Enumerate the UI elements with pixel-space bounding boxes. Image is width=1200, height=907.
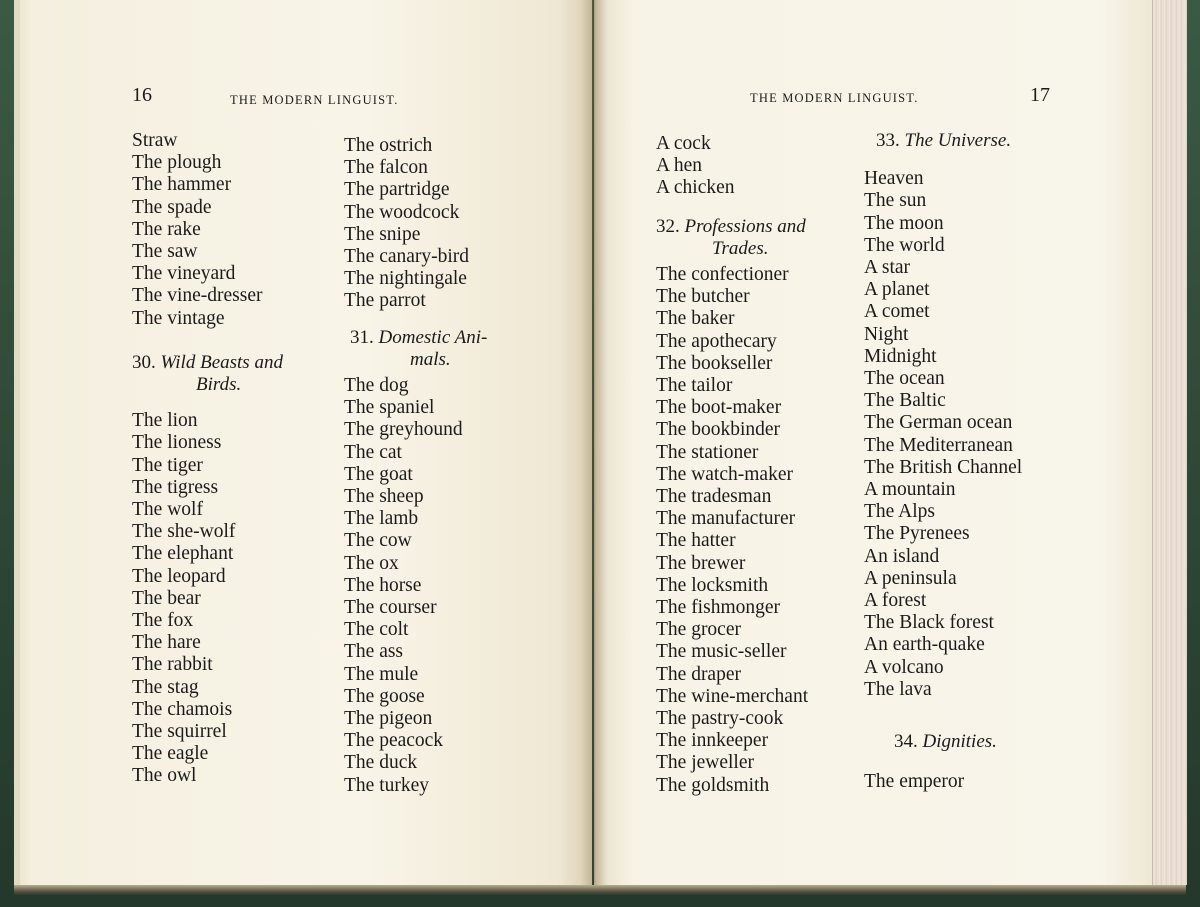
book-bottom-edge <box>14 885 1186 895</box>
vocab-entry: The sheep <box>344 486 424 508</box>
vocab-entry: The locksmith <box>656 574 769 596</box>
vocab-entry: The wine-merchant <box>656 685 809 707</box>
right-column-1 <box>656 133 808 797</box>
word-list <box>656 133 808 200</box>
vocab-entry: Heaven <box>864 168 924 190</box>
vocab-entry: The wolf <box>132 499 203 521</box>
vocab-entry: The fox <box>132 610 194 632</box>
vocab-entry: The tradesman <box>656 486 772 508</box>
vocab-entry: The pastry-cook <box>656 708 784 730</box>
vocab-entry: The pigeon <box>344 708 433 730</box>
vocab-entry: The rake <box>132 218 201 240</box>
vocab-entry: A planet <box>864 279 930 301</box>
vocab-entry: The vine-dresser <box>132 285 263 307</box>
vocab-entry: The confectioner <box>656 264 789 286</box>
vocab-entry: The tigress <box>132 476 219 498</box>
vocab-entry: The rabbit <box>132 654 213 676</box>
vocab-entry: The grocer <box>656 619 741 641</box>
word-list <box>344 135 487 313</box>
vocab-entry: The spaniel <box>344 397 435 419</box>
vocab-entry: The Baltic <box>864 390 946 412</box>
vocab-entry: The ostrich <box>344 135 433 156</box>
page-number: 17 <box>1030 84 1050 106</box>
vocab-entry: The tailor <box>656 375 733 397</box>
vocab-entry: The draper <box>656 663 741 685</box>
vocab-entry: The moon <box>864 212 944 234</box>
vocab-entry: The ass <box>344 641 404 663</box>
vocab-entry: A hen <box>656 155 703 177</box>
word-list <box>132 410 283 787</box>
vocab-entry: The innkeeper <box>656 730 769 752</box>
vocab-entry: The bookseller <box>656 352 773 374</box>
vocab-entry: The dog <box>344 375 409 397</box>
vocab-entry: The hare <box>132 632 201 654</box>
word-list <box>132 130 283 330</box>
vocab-entry: The chamois <box>132 698 233 720</box>
vocab-entry: A cock <box>656 133 711 154</box>
vocab-entry: An earth-quake <box>864 634 985 656</box>
vocab-entry: A star <box>864 257 911 279</box>
section-heading-cont: mals. <box>410 348 451 370</box>
vocab-entry: The mule <box>344 663 419 685</box>
page-number: 16 <box>132 84 152 106</box>
running-header: THE MODERN LINGUIST. <box>230 93 399 107</box>
vocab-entry: The courser <box>344 597 437 619</box>
vocab-entry: The apothecary <box>656 330 777 352</box>
book-gutter <box>580 0 608 885</box>
vocab-entry: The ox <box>344 552 399 574</box>
section-heading: 31. Domestic Ani- <box>350 326 488 348</box>
vocab-entry: The lava <box>864 678 932 700</box>
vocab-entry: The falcon <box>344 157 428 179</box>
vocab-entry: The British Channel <box>864 456 1023 478</box>
vocab-entry: The hammer <box>132 174 232 196</box>
vocab-entry: The Mediterranean <box>864 434 1013 456</box>
word-list <box>344 375 487 797</box>
vocab-entry: The manufacturer <box>656 508 796 530</box>
vocab-entry: The saw <box>132 241 198 263</box>
vocab-entry: The bear <box>132 587 201 609</box>
vocab-entry: The goldsmith <box>656 774 770 796</box>
section-heading-cont: Birds. <box>196 374 242 396</box>
vocab-entry: The owl <box>132 765 197 787</box>
running-header: THE MODERN LINGUIST. <box>750 91 919 105</box>
vocab-entry: The tiger <box>132 454 203 476</box>
vocab-entry: A mountain <box>864 479 956 501</box>
vocab-entry: The squirrel <box>132 721 227 743</box>
section-heading-cont: Trades. <box>712 237 769 259</box>
vocab-entry: The canary-bird <box>344 246 470 268</box>
page-edges <box>1152 0 1187 885</box>
vocab-entry: The elephant <box>132 543 234 565</box>
vocab-entry: A forest <box>864 590 927 612</box>
vocab-entry: The partridge <box>344 179 450 201</box>
vocab-entry: The colt <box>344 619 409 641</box>
vocab-entry: The lion <box>132 410 198 432</box>
word-list <box>864 771 1022 793</box>
section-heading: 30. Wild Beasts and <box>132 351 283 373</box>
vocab-entry: The cat <box>344 441 402 463</box>
right-page <box>594 0 1154 885</box>
vocab-entry: The vintage <box>132 307 225 329</box>
section-heading: 34. Dignities. <box>894 731 997 753</box>
vocab-entry: Midnight <box>864 345 937 367</box>
word-list <box>656 264 808 797</box>
vocab-entry: The duck <box>344 752 418 774</box>
vocab-entry: The parrot <box>344 290 426 312</box>
vocab-entry: A comet <box>864 301 930 323</box>
left-column-2 <box>344 135 487 797</box>
vocab-entry: The stag <box>132 676 199 698</box>
vocab-entry: The goat <box>344 463 413 485</box>
vocab-entry: An island <box>864 545 940 567</box>
vocab-entry: The fishmonger <box>656 597 781 619</box>
vocab-entry: The goose <box>344 685 425 707</box>
vocab-entry: The plough <box>132 152 222 174</box>
vocab-entry: The emperor <box>864 771 965 793</box>
left-page <box>14 0 592 885</box>
vocab-entry: The bookbinder <box>656 419 781 441</box>
right-column-2 <box>864 130 1022 793</box>
vocab-entry: The brewer <box>656 552 746 574</box>
left-column-1 <box>132 130 283 788</box>
vocab-entry: The butcher <box>656 286 750 308</box>
vocab-entry: The Pyrenees <box>864 523 970 545</box>
word-list <box>864 168 1022 701</box>
vocab-entry: The greyhound <box>344 419 463 441</box>
vocab-entry: The woodcock <box>344 201 460 223</box>
vocab-entry: A chicken <box>656 177 735 199</box>
vocab-entry: The world <box>864 234 945 256</box>
vocab-entry: The nightingale <box>344 268 467 290</box>
section-heading: 32. Professions and <box>656 215 806 237</box>
vocab-entry: The German ocean <box>864 412 1013 434</box>
vocab-entry: The eagle <box>132 743 209 765</box>
vocab-entry: The ocean <box>864 368 945 390</box>
open-book <box>14 0 1186 895</box>
vocab-entry: The spade <box>132 196 212 218</box>
vocab-entry: The hatter <box>656 530 736 552</box>
vocab-entry: The turkey <box>344 774 430 796</box>
vocab-entry: The music-seller <box>656 641 787 663</box>
vocab-entry: Straw <box>132 130 178 151</box>
vocab-entry: The peacock <box>344 730 444 752</box>
vocab-entry: A peninsula <box>864 567 957 589</box>
vocab-entry: The Black forest <box>864 612 994 634</box>
section-heading: 33. The Universe. <box>876 130 1012 151</box>
vocab-entry: The Alps <box>864 501 935 523</box>
vocab-entry: The lamb <box>344 508 419 530</box>
vocab-entry: The watch-maker <box>656 463 793 485</box>
vocab-entry: The snipe <box>344 223 421 245</box>
vocab-entry: The lioness <box>132 432 222 454</box>
vocab-entry: The baker <box>656 308 735 330</box>
vocab-entry: The boot-maker <box>656 397 782 419</box>
vocab-entry: The jeweller <box>656 752 754 774</box>
vocab-entry: The stationer <box>656 441 759 463</box>
vocab-entry: The horse <box>344 574 422 596</box>
vocab-entry: The cow <box>344 530 412 552</box>
vocab-entry: The sun <box>864 190 927 212</box>
vocab-entry: A volcano <box>864 656 944 678</box>
vocab-entry: The vineyard <box>132 263 236 285</box>
vocab-entry: Night <box>864 323 909 345</box>
vocab-entry: The leopard <box>132 565 226 587</box>
vocab-entry: The she-wolf <box>132 521 236 543</box>
